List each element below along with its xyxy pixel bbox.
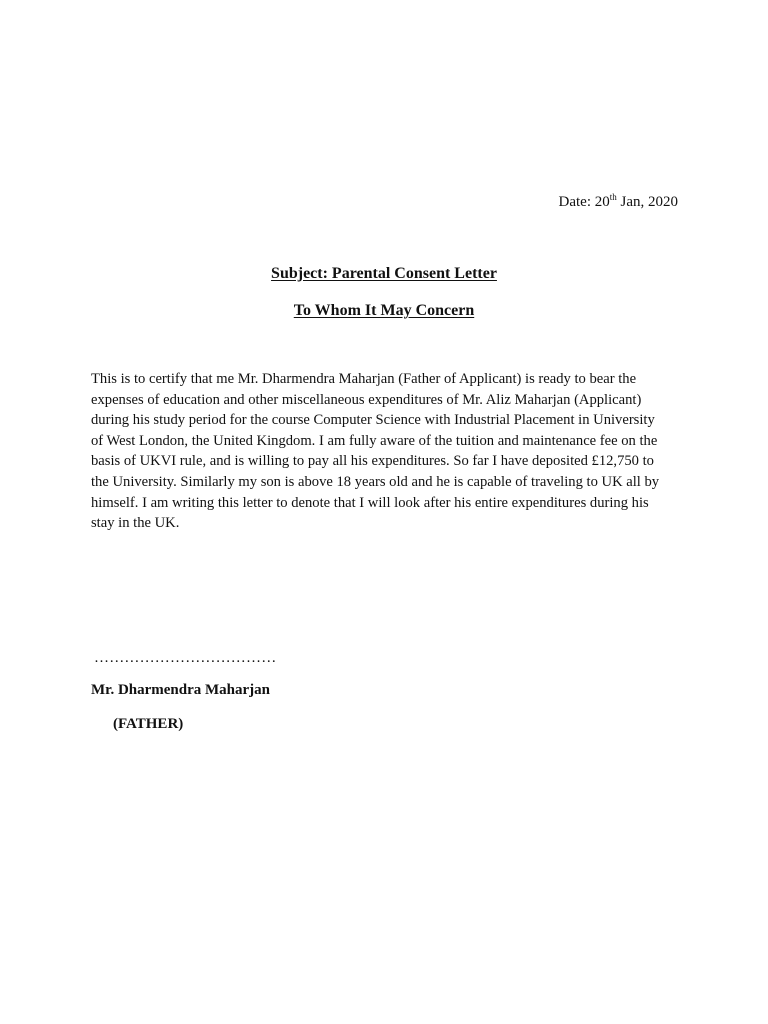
- body-line: stay in the UK.: [91, 515, 180, 532]
- letter-subject: Subject: Parental Consent Letter: [271, 265, 497, 282]
- date-prefix: Date: 20: [558, 194, 610, 210]
- body-line: of West London, the United Kingdom. I am fully aware of the tuition and maintenance fee on the: [91, 432, 658, 449]
- letter-salutation: To Whom It May Concern: [293, 302, 475, 319]
- body-line: expenses of education and other miscellaneous expenditures of Mr. Aliz Maharjan (Applicant): [91, 391, 642, 408]
- date-ordinal-suffix: th: [609, 192, 617, 202]
- letter-date: [559, 192, 679, 212]
- letter-body: [91, 369, 691, 534]
- body-line: during his study period for the course Computer Science with Industrial Placement in University: [91, 412, 655, 429]
- signature-line: ………………………………: [94, 650, 277, 666]
- body-line: basis of UKVI rule, and is willing to pay all his expenditures. So far I have deposited £12,750 to: [91, 453, 654, 470]
- body-line: himself. I am writing this letter to denote that I will look after his entire expenditures during his: [91, 494, 649, 511]
- body-line: the University. Similarly my son is above 18 years old and he is capable of traveling to UK all by: [91, 473, 660, 490]
- date-suffix: Jan, 2020: [616, 194, 678, 210]
- signatory-role: (FATHER): [113, 716, 184, 732]
- body-line: This is to certify that me Mr. Dharmendra Maharjan (Father of Applicant) is ready to bear the: [91, 371, 637, 387]
- signatory-name: Mr. Dharmendra Maharjan: [91, 682, 271, 698]
